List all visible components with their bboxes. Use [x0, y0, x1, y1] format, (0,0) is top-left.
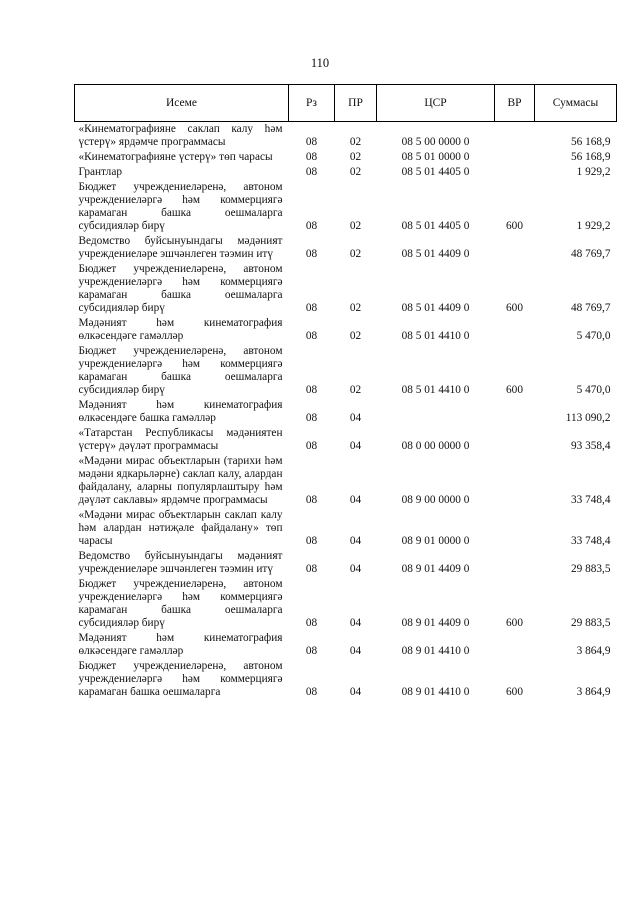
cell-rz: 08 — [305, 645, 318, 657]
cell-csr: 08 5 00 0000 0 — [401, 136, 470, 148]
cell-vr — [495, 508, 535, 549]
cell-name: Грантлар — [78, 166, 122, 178]
cell-name: Бюджет учреждениеләренә, автоном учреждениеләргә һәм коммерциягә карамаган башка оешмаларга — [78, 660, 283, 698]
cell-sum: 56 168,9 — [570, 136, 611, 148]
table-row — [75, 577, 617, 631]
table-row — [75, 344, 617, 398]
cell-pr: 02 — [349, 136, 362, 148]
cell-sum: 33 748,4 — [570, 494, 611, 506]
cell-pr: 02 — [349, 384, 362, 396]
cell-vr — [495, 122, 535, 151]
header-csr: ЦСР — [377, 85, 495, 122]
header-vr: ВР — [495, 85, 535, 122]
cell-name: «Мәдәни мирас объектларын саклап калу һәм алардан нәтиҗәле файдалану» төп чарасы — [78, 509, 283, 547]
cell-csr: 08 9 01 4410 0 — [401, 686, 470, 698]
cell-sum: 93 358,4 — [570, 440, 611, 452]
cell-pr: 02 — [349, 248, 362, 260]
table-row — [75, 180, 617, 234]
cell-name: «Татарстан Республикасы мәдәниятен үстерү» дәүләт программасы — [78, 427, 283, 452]
cell-pr: 02 — [349, 166, 362, 178]
cell-vr: 600 — [506, 686, 523, 698]
table-row — [75, 549, 617, 577]
cell-vr — [495, 454, 535, 508]
table-row — [75, 234, 617, 262]
cell-sum: 48 769,7 — [570, 248, 611, 260]
cell-pr: 02 — [349, 330, 362, 342]
cell-sum: 113 090,2 — [565, 412, 611, 424]
cell-rz: 08 — [305, 440, 318, 452]
cell-name: Ведомство буйсынуындагы мәдәният учреждениеләре эшчәнлеген тәэмин итү — [78, 550, 283, 575]
cell-name: Ведомство буйсынуындагы мәдәният учреждениеләре эшчәнлеген тәэмин итү — [78, 235, 283, 260]
cell-rz: 08 — [305, 384, 318, 396]
cell-sum: 1 929,2 — [576, 166, 611, 178]
header-row — [75, 85, 617, 122]
cell-csr: 08 5 01 4410 0 — [401, 330, 470, 342]
cell-pr: 04 — [349, 412, 362, 424]
cell-name: Бюджет учреждениеләренә, автоном учреждениеләргә һәм коммерциягә карамаган башка оешмаларга субсидияләр бирү — [78, 345, 283, 396]
cell-rz: 08 — [305, 686, 318, 698]
cell-pr: 04 — [349, 563, 362, 575]
cell-vr — [495, 398, 535, 426]
table-row — [75, 631, 617, 659]
cell-name: «Кинематографияне үстерү» төп чарасы — [78, 151, 273, 163]
cell-sum: 29 883,5 — [570, 563, 611, 575]
header-rz: Рз — [289, 85, 335, 122]
cell-vr — [495, 549, 535, 577]
cell-csr: 08 9 01 4410 0 — [401, 645, 470, 657]
header-name: Исеме — [75, 85, 289, 122]
cell-rz: 08 — [305, 563, 318, 575]
cell-csr: 08 5 01 4405 0 — [401, 220, 470, 232]
cell-pr: 04 — [349, 617, 362, 629]
cell-csr: 08 9 01 4409 0 — [401, 563, 470, 575]
cell-sum: 56 168,9 — [570, 151, 611, 163]
cell-vr: 600 — [506, 302, 523, 314]
cell-rz: 08 — [305, 494, 318, 506]
table-row — [75, 165, 617, 180]
table-row — [75, 659, 617, 700]
cell-rz: 08 — [305, 617, 318, 629]
cell-rz: 08 — [305, 220, 318, 232]
cell-vr — [495, 631, 535, 659]
header-pr: ПР — [335, 85, 377, 122]
cell-csr: 08 5 01 0000 0 — [401, 151, 470, 163]
cell-sum: 48 769,7 — [570, 302, 611, 314]
cell-vr — [495, 234, 535, 262]
cell-name: Мәдәният һәм кинематография өлкәсендәге башка гамәлләр — [78, 399, 283, 424]
cell-vr — [495, 426, 535, 454]
cell-csr: 08 5 01 4405 0 — [401, 166, 470, 178]
cell-rz: 08 — [305, 330, 318, 342]
cell-pr: 02 — [349, 302, 362, 314]
cell-name: Бюджет учреждениеләренә, автоном учреждениеләргә һәм коммерциягә карамаган башка оешмаларга субсидияләр бирү — [78, 181, 283, 232]
cell-rz: 08 — [305, 412, 318, 424]
cell-csr: 08 9 01 0000 0 — [401, 535, 470, 547]
header-sum: Суммасы — [535, 85, 617, 122]
table-row — [75, 122, 617, 151]
cell-sum: 3 864,9 — [576, 645, 611, 657]
table-row — [75, 150, 617, 165]
table-row — [75, 262, 617, 316]
cell-name: Бюджет учреждениеләренә, автоном учреждениеләргә һәм коммерциягә карамаган башка оешмаларга субсидияләр бирү — [78, 578, 283, 629]
cell-name: Мәдәният һәм кинематография өлкәсендәге гамәлләр — [78, 632, 283, 657]
cell-rz: 08 — [305, 302, 318, 314]
cell-rz: 08 — [305, 136, 318, 148]
cell-pr: 02 — [349, 151, 362, 163]
budget-table — [74, 84, 617, 700]
cell-vr — [495, 165, 535, 180]
cell-rz: 08 — [305, 248, 318, 260]
cell-csr: 08 9 00 0000 0 — [401, 494, 470, 506]
cell-vr: 600 — [506, 220, 523, 232]
cell-vr: 600 — [506, 384, 523, 396]
cell-pr: 04 — [349, 440, 362, 452]
table-row — [75, 426, 617, 454]
cell-sum: 29 883,5 — [570, 617, 611, 629]
page-number: 110 — [310, 56, 330, 70]
cell-rz: 08 — [305, 535, 318, 547]
cell-vr — [495, 150, 535, 165]
cell-pr: 04 — [349, 535, 362, 547]
cell-vr — [495, 316, 535, 344]
table-row — [75, 398, 617, 426]
cell-sum: 5 470,0 — [576, 330, 611, 342]
cell-name: «Мәдәни мирас объектларын (тарихи һәм мәдәни ядкарьләрне) саклап калу, алардан файдалану, аларны популярлаштыру һәм дәүләт саклавы» ярдәмче программасы — [78, 455, 283, 506]
cell-csr — [377, 398, 495, 426]
cell-name: «Кинематографияне саклап калу һәм үстерү» ярдәмче программасы — [78, 123, 283, 148]
cell-csr: 08 5 01 4409 0 — [401, 248, 470, 260]
cell-sum: 1 929,2 — [576, 220, 611, 232]
cell-name: Мәдәният һәм кинематография өлкәсендәге гамәлләр — [78, 317, 283, 342]
cell-vr: 600 — [506, 617, 523, 629]
cell-csr: 08 5 01 4409 0 — [401, 302, 470, 314]
cell-csr: 08 0 00 0000 0 — [401, 440, 470, 452]
table-row — [75, 508, 617, 549]
cell-pr: 04 — [349, 494, 362, 506]
cell-pr: 04 — [349, 686, 362, 698]
cell-sum: 5 470,0 — [576, 384, 611, 396]
cell-pr: 04 — [349, 645, 362, 657]
cell-sum: 33 748,4 — [570, 535, 611, 547]
cell-name: Бюджет учреждениеләренә, автоном учреждениеләргә һәм коммерциягә карамаган башка оешмаларга субсидияләр бирү — [78, 263, 283, 314]
table-row — [75, 316, 617, 344]
cell-rz: 08 — [305, 151, 318, 163]
table-row — [75, 454, 617, 508]
cell-pr: 02 — [349, 220, 362, 232]
cell-csr: 08 9 01 4409 0 — [401, 617, 470, 629]
cell-rz: 08 — [305, 166, 318, 178]
cell-sum: 3 864,9 — [576, 686, 611, 698]
cell-csr: 08 5 01 4410 0 — [401, 384, 470, 396]
